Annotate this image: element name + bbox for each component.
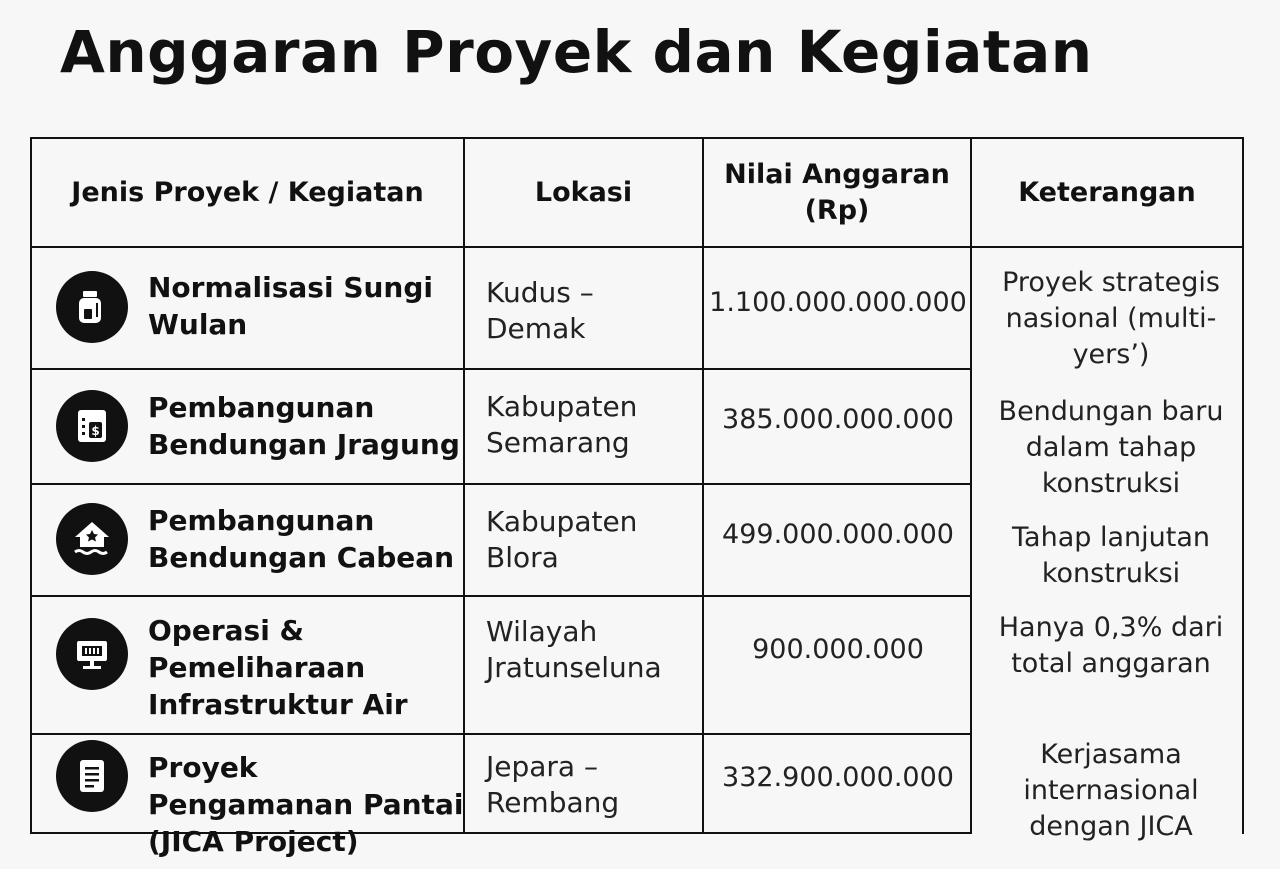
- project-budget: 900.000.000: [752, 634, 924, 665]
- project-budget: 499.000.000.000: [722, 519, 954, 550]
- project-location: Kabupaten Semarang: [486, 390, 638, 459]
- project-note: Bendungan baru dalam tahap konstruksi: [998, 396, 1224, 499]
- document-icon: [56, 740, 128, 812]
- project-location: Kabupaten Blora: [486, 505, 638, 574]
- house-water-icon: [56, 503, 128, 575]
- project-note: Hanya 0,3% dari total anggaran: [998, 612, 1224, 679]
- project-name: Pembangunan Bendungan Jragung: [148, 391, 460, 461]
- project-budget: 332.900.000.000: [722, 762, 954, 793]
- project-note: Proyek strategis nasional (multi-yers’): [1002, 267, 1220, 370]
- project-name: Proyek Pengamanan Pantai (JICA Project): [148, 751, 464, 858]
- project-location: Wilayah Jratunseluna: [486, 615, 662, 684]
- project-name: Pembangunan Bendungan Cabean: [148, 504, 455, 574]
- project-note: Tahap lanjutan konstruksi: [1012, 522, 1210, 589]
- project-name: Operasi & Pemeliharaan Infrastruktur Air: [148, 614, 408, 721]
- budget-document-icon: [56, 390, 128, 462]
- project-location: Jepara – Rembang: [486, 750, 620, 819]
- project-name: Normalisasi Sungi Wulan: [148, 271, 433, 341]
- jar-icon: [56, 271, 128, 343]
- header-location: Lokasi: [534, 176, 633, 208]
- header-notes: Keterangan: [1018, 176, 1196, 208]
- project-note: Kerjasama internasional dengan JICA: [1023, 739, 1199, 842]
- header-project-type: Jenis Proyek / Kegiatan: [71, 176, 424, 208]
- page-title: Anggaran Proyek dan Kegiatan: [60, 18, 1093, 86]
- monitor-icon: [56, 618, 128, 690]
- project-location: Kudus – Demak: [486, 276, 594, 345]
- project-budget: 385.000.000.000: [722, 404, 954, 435]
- svg-text:$: $: [91, 424, 100, 438]
- budget-table: [30, 137, 1244, 858]
- project-budget: 1.100.000.000.000: [709, 287, 967, 318]
- header-budget-value: Nilai Anggaran (Rp): [724, 158, 950, 226]
